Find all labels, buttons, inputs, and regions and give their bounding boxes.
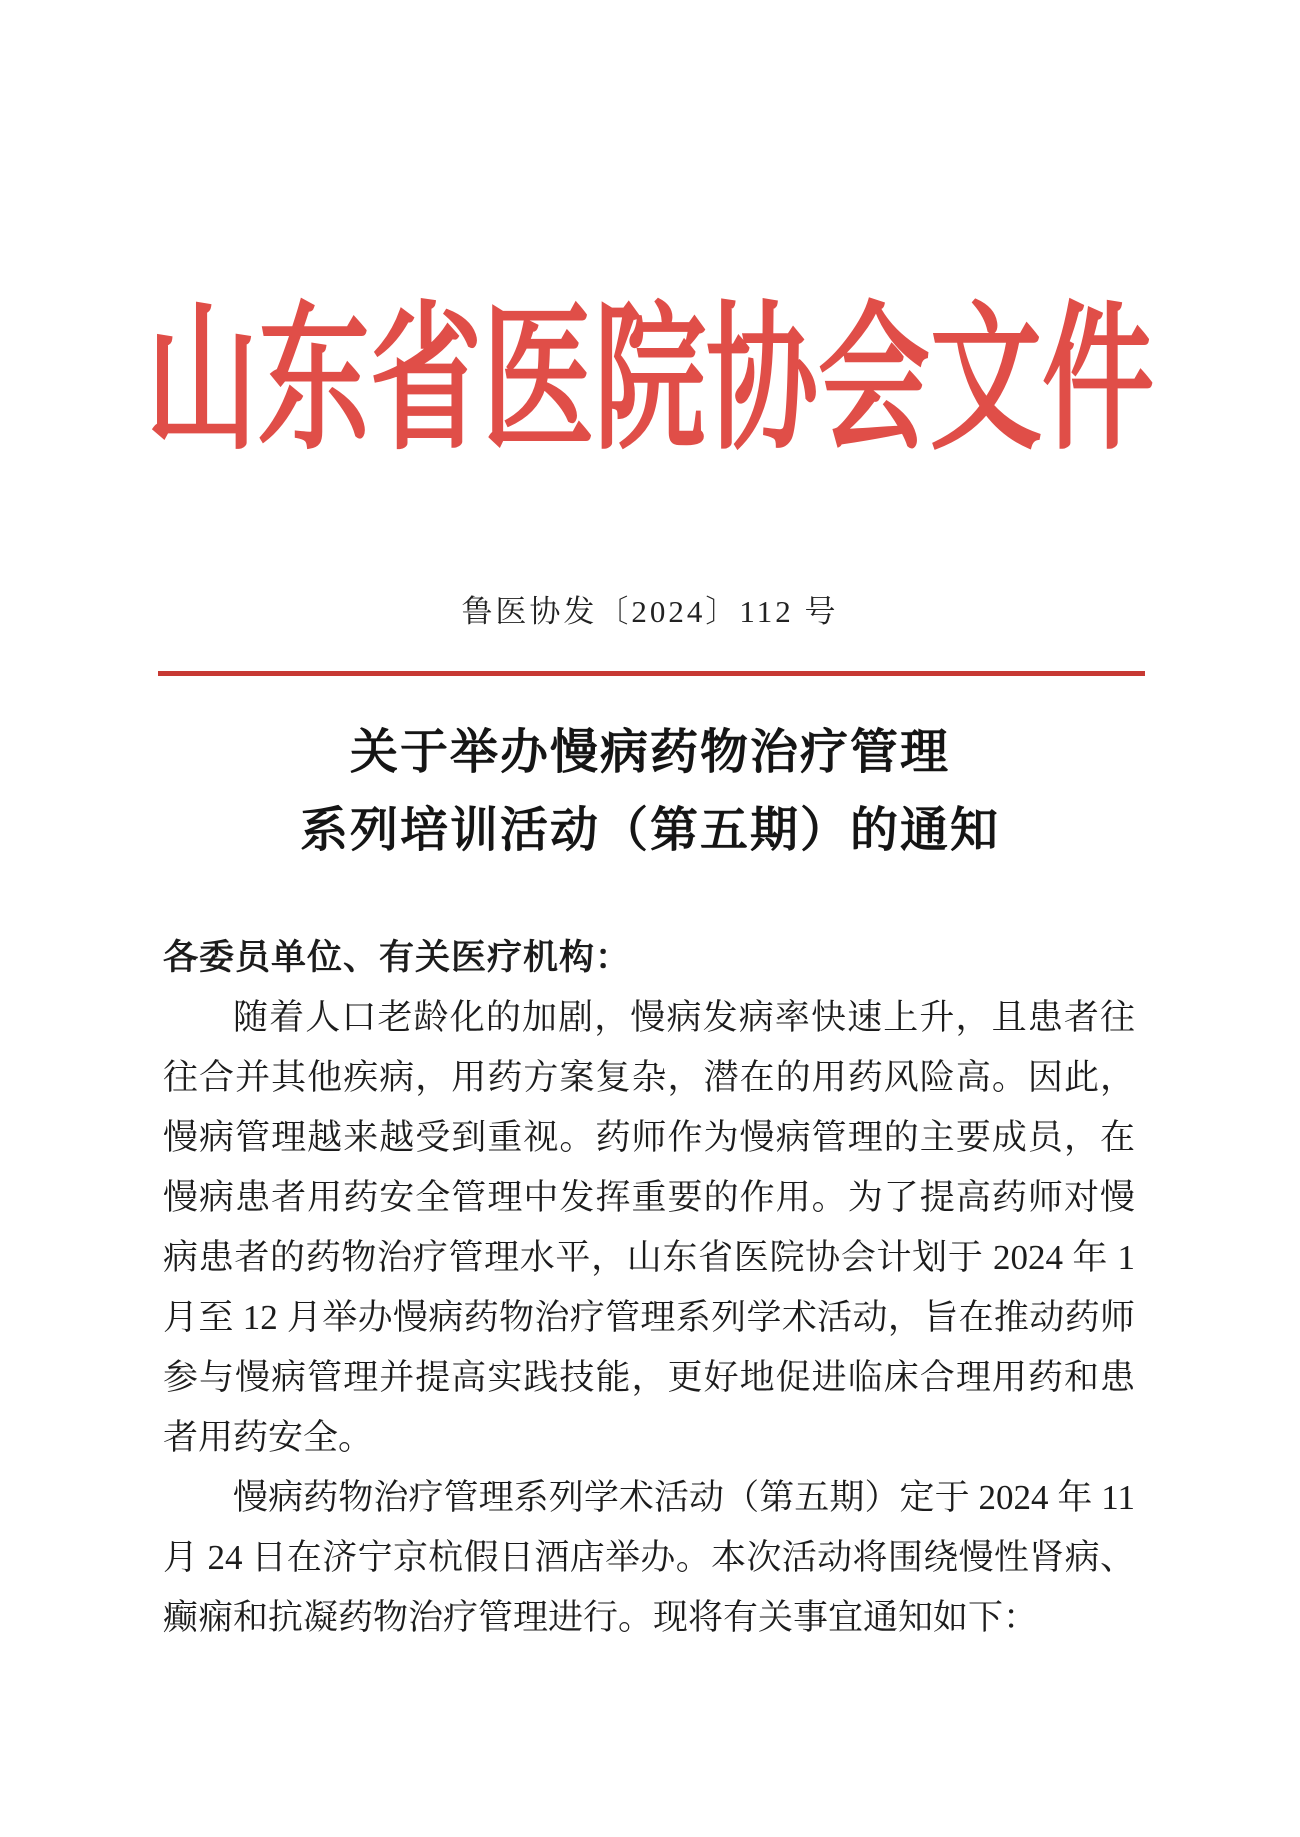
body-line: 者用药安全。 (163, 1418, 374, 1457)
notice-title (0, 714, 1300, 870)
body-line: 病患者的药物治疗管理水平，山东省医院协会计划于 2024 年 1 (163, 1238, 1135, 1277)
salutation: 各委员单位、有关医疗机构： (163, 938, 632, 977)
doc-number: 鲁医协发〔2024〕112 号 (461, 594, 839, 629)
notice-body (163, 928, 1135, 1648)
red-divider-line (158, 671, 1145, 676)
body-line: 慢病患者用药安全管理中发挥重要的作用。为了提高药师对慢 (163, 1178, 1135, 1217)
body-line: 癫痫和抗凝药物治疗管理进行。现将有关事宜通知如下： (163, 1598, 1039, 1637)
body-line: 慢病管理越来越受到重视。药师作为慢病管理的主要成员，在 (163, 1118, 1135, 1157)
body-line: 往合并其他疾病，用药方案复杂，潜在的用药风险高。因此， (163, 1058, 1135, 1097)
body-line: 慢病药物治疗管理系列学术活动（第五期）定于 2024 年 11 (233, 1478, 1135, 1517)
body-line: 随着人口老龄化的加剧，慢病发病率快速上升，且患者往 (233, 998, 1135, 1037)
org-header-title: 山东省医院协会文件 (146, 293, 1154, 470)
notice-title-line2: 系列培训活动（第五期）的通知 (299, 804, 1000, 857)
body-line: 月至 12 月举办慢病药物治疗管理系列学术活动，旨在推动药师 (163, 1298, 1135, 1337)
body-line: 参与慢病管理并提高实践技能，更好地促进临床合理用药和患 (163, 1358, 1135, 1397)
notice-title-line1: 关于举办慢病药物治疗管理 (349, 726, 950, 779)
body-line: 月 24 日在济宁京杭假日酒店举办。本次活动将围绕慢性肾病、 (163, 1538, 1135, 1577)
